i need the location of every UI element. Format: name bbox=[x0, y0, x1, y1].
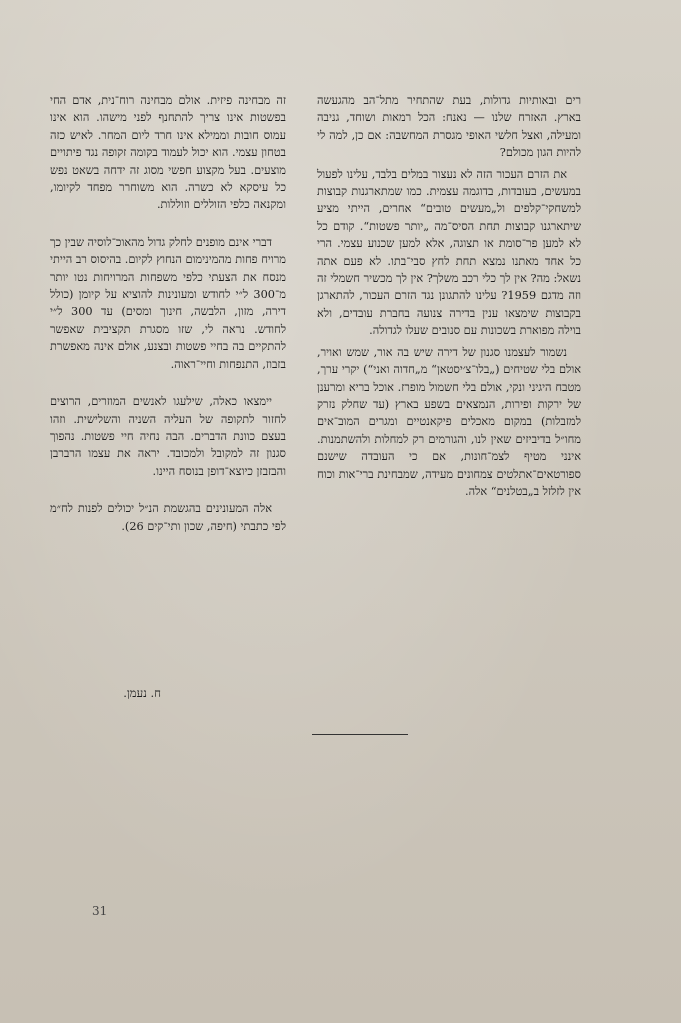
paragraph: יימצאו כאלה, שילעגו לאנשים המוזרים, הרוצים לחזור לתקופה של העליה השניה והשלישית. וזהו בעצם כוונת הדברים. הבה נחיה חיי פשטות. נהפוך סגנון זה למקובל ולמכובד. יראה את עצמו הרברבן והבזבזן כיוצא־דופן בנוסח היינו. bbox=[50, 395, 286, 478]
paragraph: את הזרם העכור הזה לא נעצור במלים בלבד, עלינו לפעול במעשים, בעובדות, בדוגמה עצמית. כמו שמתארגנות קבוצות למשחקי־קלפים ול„מעשים טובים“ אחרים, הייתי מציע שיתארגנו קבוצות תחת הסיס־מה „יותר פשטות“. קודם כל לא למען פר־סומת או תצוגה, אלא למען שכנוע עצמי. הרי כל אחד מאתנו נמצא תחת לחץ סבי־בתו. לא פעם אתה נשאל: מה? אין לך כלי רכב משלך? אין לך מכשיר חשמלי זה וזה מדגם 1959? עלינו להתגונן נגד הזרם העכור, להתארגן בקבוצות שימצאו ענין בדירה צנועה בחברת עובדים, ולא בוילה מפוארת בשכונות עם סנובים שעלו לגדולה. bbox=[317, 167, 581, 338]
right-text-column bbox=[317, 92, 581, 504]
paragraph: דברי אינם מופנים לחלק גדול מהאוכ־לוסיה שבין כך מרויח פחות מהמינימום הנחוץ לקיום. בהיסוס רב הייתי מנסח את הצעתי כלפי משפחות המרויחות נטו יותר מ־300 ל״י לחודש ומעונינות להוציא על קיומן (כולל דירה, מזון, הלבשה, חינוך ומסים) עד 300 ל״י לחודש. נראה לי, שזו מסגרת תקציבית שאפשר להתקיים בה בחיי פשטות ובצנע, אולם אינה מאפשרת בזבוז, התנפחות וחיי־ראוה. bbox=[50, 235, 286, 371]
paragraph-gap bbox=[50, 484, 286, 500]
left-text-column bbox=[50, 92, 286, 539]
paragraph: רים ובאותיות גדולות, בעת שהתחיר מתל־הב מהגעשה בארץ. האזרח שלנו — נאנח: הכל רמאות ושוחד, גניבה ומעילה, ואצל חלשי האופי מגסרת המחשבה: אם כן, למה לי להיות הגון מכולם? bbox=[317, 94, 581, 160]
paragraph: אלה המעונינים בהגשמת הנ״ל יכולים לפנות לח״מ לפי כתבתי (חיפה, שכון ותי־קים 26). bbox=[50, 502, 286, 533]
paragraph: זה מבחינה פיזית. אולם מבחינה רוח־נית, אדם החי בפשטות אינו צריך להתחנף לפני מישהו. הוא אינו עמוס חובות וממילא אינו חרד ליום המחר. לאיש כזה בטחון עצמי. הוא יכול לעמוד בקומה זקופה נגד פיתויים מוצעים. בעל מקצוע חפשי מסוג זה ידחה בשאט נפש כל עיסקא לא כשרה. הוא משוחרר מפחד לקיומו, ומקנאה כלפי הזוללים וזוללות. bbox=[50, 94, 286, 212]
section-divider bbox=[312, 734, 408, 735]
paragraph-gap bbox=[50, 218, 286, 234]
paragraph-gap bbox=[50, 377, 286, 393]
page-number: 31 bbox=[92, 904, 108, 918]
paragraph: נשמור לעצמנו סגנון של דירה שיש בה אור, שמש ואויר, אולם בלי שטיחים („בלו־צ׳יסטאן“ מ„חדוה ואני“) יקרי ערך, מטבח היגיני ונקי, אולם בלי חשמול מופרז. אוכל בריא ומרענן של ירקות ופירות, הנמצאים בשפע בארץ (עד שחלק נזרק למזבלות) במקום מאכלים פיקאנטיים ומגרים המוב־אים מחו״ל בדיביזים שאין לנו, והגורמים רק למחלות ולהשתמנות. אינני מטיף לצמ־חונות, אם כי העובדה שישנם ספורטאים־אתלטים צמחונים מעידה, שמבחינת ברי־אות וכוח אין לזלזל ב„בטלנים“ אלה. bbox=[317, 345, 581, 498]
author-signature: ח. נעמן. bbox=[123, 686, 161, 700]
